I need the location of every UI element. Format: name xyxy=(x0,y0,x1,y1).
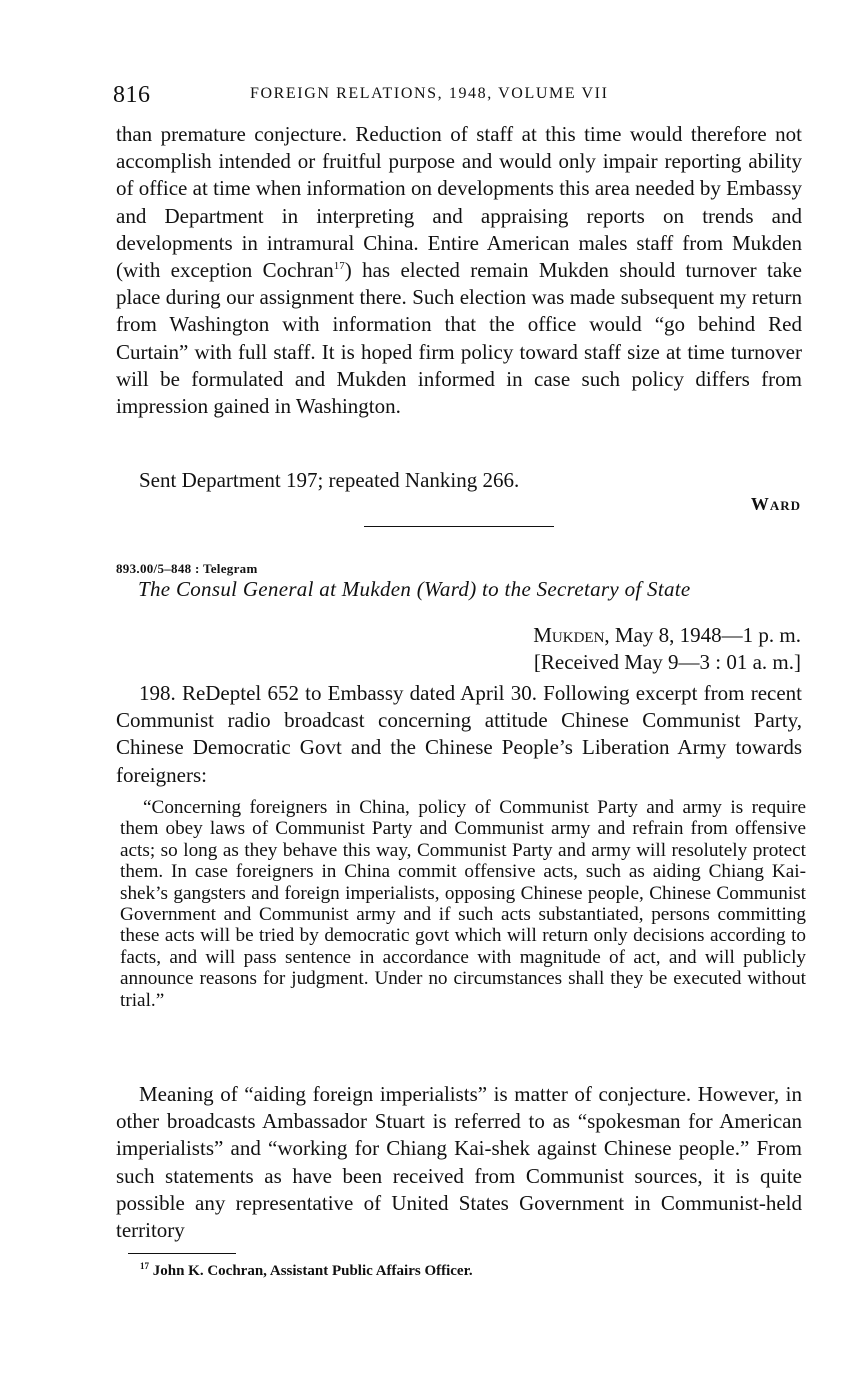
broadcast-quote: “Concerning foreigners in China, policy of Communist Party and army is require them obey laws of Communist Party and Communist army and refrain from offensive acts; so long as they behave this way, Communist Party and army will resolutely protect them. In case foreigners in China commit offensive acts, such as aiding Chiang Kai-shek’s gangsters and foreign imperialists, opposing Chinese people, Chinese Communist Government and Communist army and if such acts substantiated, persons committing these acts will be tried by democratic govt which will return only decisions according to facts, and will pass sentence in accordance with magnitude of act, and will publicly announce reasons for judgment. Under no circumstances shall they be executed without trial.” xyxy=(120,797,806,1011)
running-title: FOREIGN RELATIONS, 1948, VOLUME VII xyxy=(250,85,609,102)
intro-paragraph: 198. ReDeptel 652 to Embassy dated April 30. Following excerpt from recent Communist radio broadcast concerning attitude Chinese Communist Party, Chinese Democratic Govt and the Chinese People’s Liberation Army towards foreigners: xyxy=(116,681,802,787)
footnote-reference[interactable]: 17 xyxy=(333,260,345,273)
document-reference: 893.00/5–848 : Telegram xyxy=(116,561,258,576)
footnote-number: 17 xyxy=(140,1261,149,1271)
document-title: The Consul General at Mukden (Ward) to the Secretary of State xyxy=(138,577,691,601)
dateline-date: , May 8, 1948—1 p. m. xyxy=(604,623,801,647)
footnote xyxy=(140,1261,473,1280)
received-line: [Received May 9—3 : 01 a. m.] xyxy=(533,650,801,674)
footnote-text: John K. Cochran, Assistant Public Affairs Officer. xyxy=(149,1263,473,1279)
analysis-paragraph: Meaning of “aiding foreign imperialists” is matter of conjecture. However, in other broadcasts Ambassador Stuart is referred to as “spokesman for American imperialists” and “working for Chiang Kai-shek against Chinese people.” From such statements as have been received from Communist sources, it is quite possible any representative of United States Government in Communist-held territory xyxy=(116,1082,802,1243)
dateline-place: Mukden xyxy=(533,623,605,647)
signature: Ward xyxy=(750,494,801,514)
footnote-rule xyxy=(128,1253,236,1254)
page-number: 816 xyxy=(113,82,151,108)
continued-paragraph xyxy=(116,121,802,420)
sent-line: Sent Department 197; repeated Nanking 266. xyxy=(139,468,520,492)
page-header xyxy=(113,82,813,118)
continued-paragraph-text: than premature conjecture. Reduction of staff at this time would therefore not accomplish intended or fruitful purpose and would only impair reporting ability of office at time when information on developments this area needed by Embassy and Department in interpreting and appraising reports on trends and developments in intramural China. Entire American males staff from Mukden (with exception Cochran xyxy=(116,122,802,283)
dateline xyxy=(533,623,801,648)
section-divider xyxy=(364,526,554,527)
continued-paragraph-text-cont: ) has elected remain Mukden should turnover take place during our assignment there. Such election was made subsequent my return from Washington with information that the office would “go behind Red Curtain” with full staff. It is hoped firm policy toward staff size at time turnover will be formulated and Mukden informed in case such policy differs from impression gained in Washington. xyxy=(116,258,802,419)
